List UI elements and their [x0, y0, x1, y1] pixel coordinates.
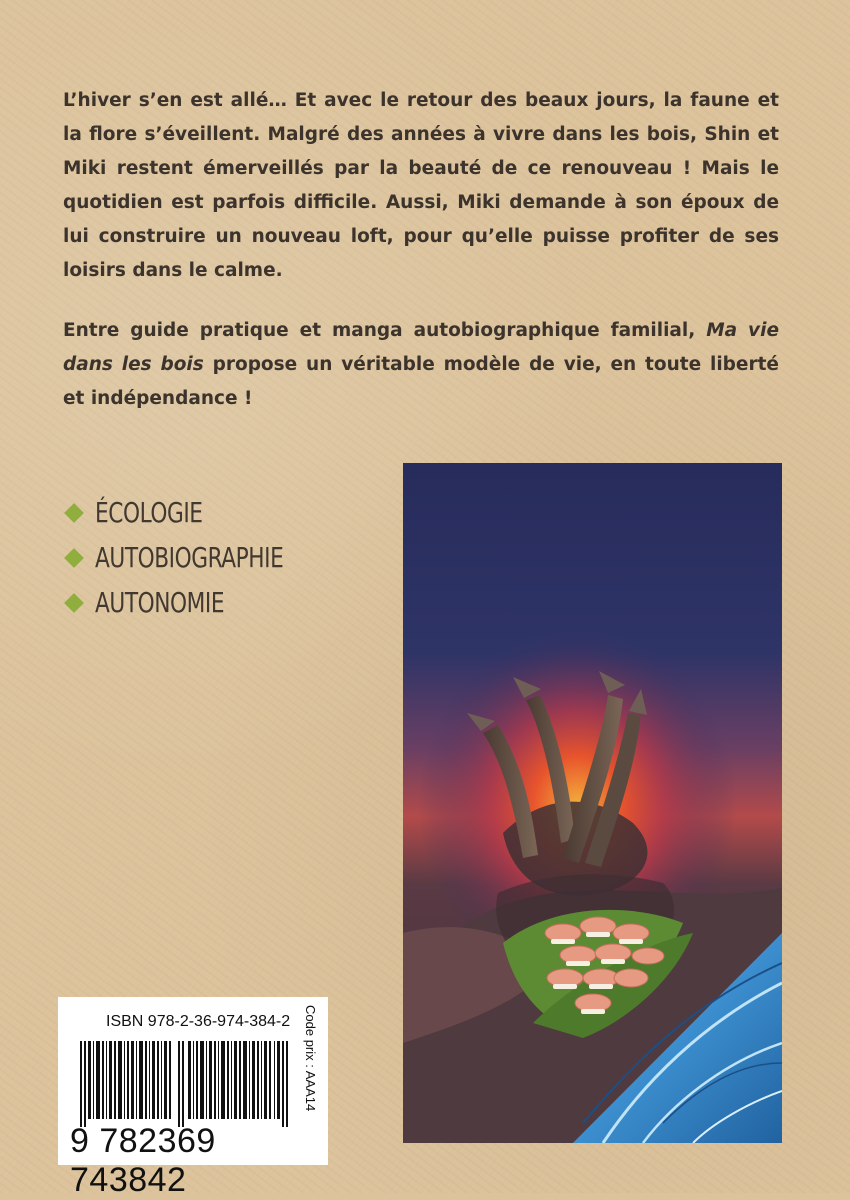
diamond-bullet-icon: [64, 548, 84, 568]
tag-ecologie: [63, 490, 314, 535]
description-paragraph: [63, 314, 779, 416]
book-title: Ma vie dans les bois: [63, 320, 779, 375]
diamond-bullet-icon: [64, 593, 84, 613]
tag-autonomie: [63, 580, 314, 625]
tag-label: ÉCOLOGIE: [95, 496, 203, 529]
isbn-number: ISBN 978-2-36-974-384-2: [106, 1013, 291, 1030]
diamond-bullet-icon: [64, 503, 84, 523]
description-lead: Entre guide pratique et manga autobiographique familial,: [63, 320, 707, 341]
barcode-bars: [80, 1041, 288, 1127]
tag-label: AUTOBIOGRAPHIE: [95, 541, 284, 574]
ean-digits: 9 782369 743842: [70, 1122, 216, 1199]
description-end: propose un véritable modèle de vie, en toute liberté et indépendance !: [63, 354, 779, 409]
price-code: Code prix : AAA14: [303, 1005, 318, 1112]
synopsis-paragraph: L’hiver s’en est allé… Et avec le retour des beaux jours, la faune et la flore s’éveillent. Malgré des années à vivre dans les bois, Shin et Miki restent émerveillés par la beauté de ce renouveau ! Mais le quotidien est parfois difficile. Aussi, Miki demande à son époux de lui construire un nouveau loft, pour qu’elle puisse profiter de ses loisirs dans le calme.: [63, 90, 779, 281]
barcode-label: [58, 997, 328, 1199]
grilled-fish-illustration: [403, 463, 782, 1143]
tag-label: AUTONOMIE: [95, 586, 225, 619]
theme-tags: [63, 490, 314, 625]
tag-autobiographie: [63, 535, 314, 580]
